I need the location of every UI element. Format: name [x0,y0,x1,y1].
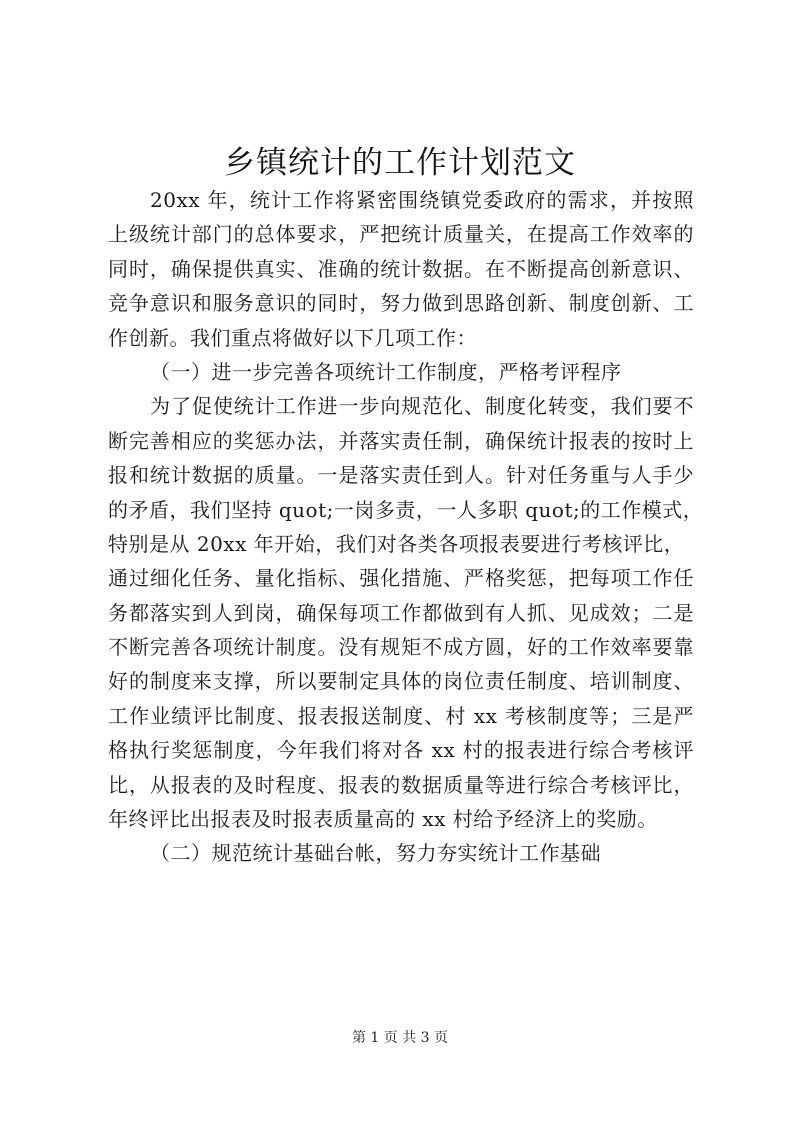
section-heading: （二）规范统计基础台帐，努力夯实统计工作基础 [150,841,601,866]
paragraph-line: 断完善相应的奖惩办法，并落实责任制，确保统计报表的按时上 [108,428,694,453]
paragraph-line: 比，从报表的及时程度、报表的数据质量等进行综合考核评比， [108,772,694,797]
document-body [108,183,704,871]
paragraph-line: 作创新。我们重点将做好以下几项工作： [108,325,477,350]
paragraph-line: 上级统计部门的总体要求，严把统计质量关，在提高工作效率的 [108,222,694,247]
paragraph-line: 竞争意识和服务意识的同时，努力做到思路创新、制度创新、工 [108,291,694,316]
paragraph-line: 通过细化任务、量化指标、强化措施、严格奖惩，把每项工作任 [108,566,694,591]
paragraph-line: 好的制度来支撑，所以要制定具体的岗位责任制度、培训制度、 [108,669,694,694]
paragraph-line: 格执行奖惩制度，今年我们将对各 xx 村的报表进行综合考核评 [108,738,694,763]
paragraph-line: 年终评比出报表及时报表质量高的 xx 村给予经济上的奖励。 [108,807,658,832]
paragraph-line: 同时，确保提供真实、准确的统计数据。在不断提高创新意识、 [108,256,694,281]
paragraph-line: 为了促使统计工作进一步向规范化、制度化转变，我们要不 [150,394,694,419]
paragraph-line: 特别是从 20xx 年开始，我们对各类各项报表要进行考核评比， [108,531,685,556]
document-title: 乡镇统计的工作计划范文 [224,145,576,181]
paragraph-line: 20xx 年，统计工作将紧密围绕镇党委政府的需求，并按照 [150,188,694,212]
paragraph-line: 不断完善各项统计制度。没有规矩不成方圆，好的工作效率要靠 [108,635,694,660]
paragraph-line: 务都落实到人到岗，确保每项工作都做到有人抓、见成效；二是 [108,600,694,625]
paragraph-line: 的矛盾，我们坚持 quot;一岗多责，一人多职 quot;的工作模式， [108,497,704,522]
paragraph-line: 报和统计数据的质量。一是落实责任到人。针对任务重与人手少 [108,463,694,488]
section-heading: （一）进一步完善各项统计工作制度，严格考评程序 [150,359,622,384]
page-number-footer: 第 1 页 共 3 页 [351,1030,449,1046]
paragraph-line: 工作业绩评比制度、报表报送制度、村 xx 考核制度等；三是严 [108,703,694,728]
